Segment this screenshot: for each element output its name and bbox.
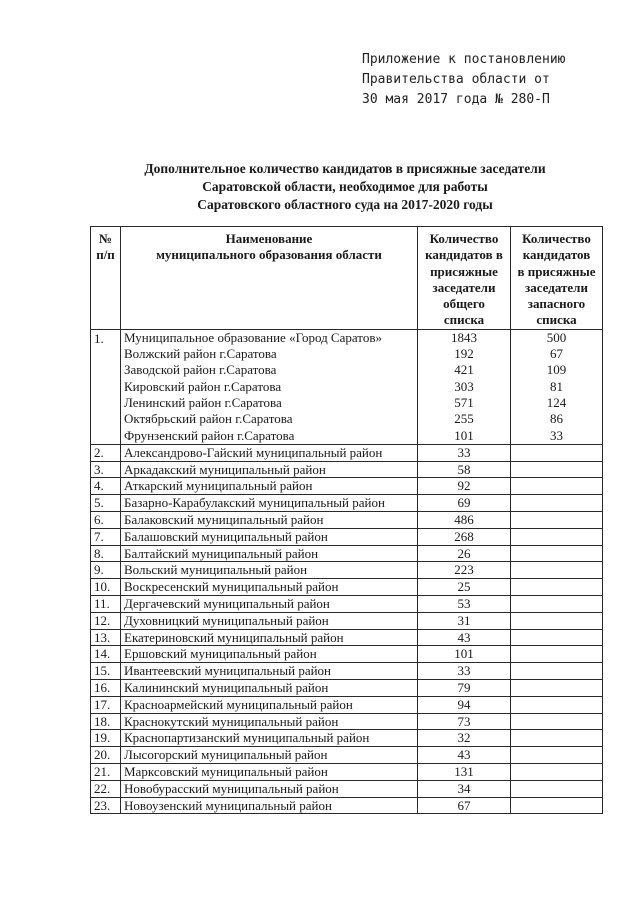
row-number: 23. <box>91 797 121 814</box>
row-name: Екатериновский муниципальный район <box>121 629 418 646</box>
table-row <box>91 696 603 713</box>
row-number: 10. <box>91 579 121 596</box>
table-row <box>91 730 603 747</box>
row-number: 4. <box>91 478 121 495</box>
table-row <box>91 461 603 478</box>
row-reserve-value: 124 <box>546 394 567 410</box>
row-general-cell <box>418 329 511 444</box>
row-reserve-value <box>511 680 603 697</box>
row-name-cell <box>121 329 418 444</box>
header-reserve-list: Количество кандидатов в присяжные заседатели запасного списка <box>511 227 603 330</box>
row-reserve-value <box>511 629 603 646</box>
row-name: Балаковский муниципальный район <box>121 512 418 529</box>
row-name: Фрунзенский район г.Саратова <box>124 427 295 443</box>
row-reserve-value <box>511 495 603 512</box>
row-name: Александрово-Гайский муниципальный район <box>121 444 418 461</box>
row-reserve-value: 33 <box>550 427 563 443</box>
row-general-value: 73 <box>418 713 511 730</box>
table-row <box>91 545 603 562</box>
row-name: Заводской район г.Саратова <box>124 362 277 378</box>
row-number: 14. <box>91 646 121 663</box>
row-general-value: 303 <box>454 378 474 394</box>
row-number: 5. <box>91 495 121 512</box>
row-name: Красноармейский муниципальный район <box>121 696 418 713</box>
table-row <box>91 764 603 781</box>
row-number: 16. <box>91 680 121 697</box>
row-general-value: 25 <box>418 579 511 596</box>
row-name: Октябрьский район г.Саратова <box>124 411 293 427</box>
row-general-value: 486 <box>418 512 511 529</box>
row-general-value: 43 <box>418 629 511 646</box>
appendix-note <box>362 50 566 110</box>
row-general-value: 571 <box>454 394 474 410</box>
row-reserve-value <box>511 646 603 663</box>
row-reserve-value <box>511 528 603 545</box>
header-general-list: Количество кандидатов в присяжные заседатели общего списка <box>418 227 511 330</box>
row-name: Ершовский муниципальный район <box>121 646 418 663</box>
row-general-value: 33 <box>418 444 511 461</box>
row-number: 7. <box>91 528 121 545</box>
row-number: 8. <box>91 545 121 562</box>
row-reserve-value <box>511 730 603 747</box>
row-general-value: 32 <box>418 730 511 747</box>
row-number: 18. <box>91 713 121 730</box>
row-name: Новоузенский муниципальный район <box>121 797 418 814</box>
row-general-value: 67 <box>418 797 511 814</box>
row-name: Вольский муниципальный район <box>121 562 418 579</box>
table-row <box>91 629 603 646</box>
table-row <box>91 596 603 613</box>
header-name: Наименование муниципального образования области <box>121 227 418 330</box>
appendix-date-line: 30 мая 2017 года № 280-П <box>362 92 550 107</box>
table-row <box>91 512 603 529</box>
row-reserve-value <box>511 764 603 781</box>
table-row <box>91 713 603 730</box>
row-number: 1. <box>91 329 121 444</box>
row-reserve-value <box>511 612 603 629</box>
table-row <box>91 329 603 444</box>
row-general-value: 1843 <box>451 329 477 345</box>
row-reserve-value: 109 <box>546 362 567 378</box>
row-reserve-value <box>511 512 603 529</box>
row-number: 3. <box>91 461 121 478</box>
row-general-value: 255 <box>454 411 474 427</box>
row-name: Кировский район г.Саратова <box>124 378 282 394</box>
row-reserve-value <box>511 713 603 730</box>
row-reserve-value <box>511 545 603 562</box>
row-reserve-value <box>511 747 603 764</box>
row-general-value: 79 <box>418 680 511 697</box>
table-row <box>91 579 603 596</box>
row-general-value: 131 <box>418 764 511 781</box>
title-line: Саратовского областного суда на 2017-2020 годы <box>197 197 493 212</box>
row-general-value: 223 <box>418 562 511 579</box>
row-reserve-value: 500 <box>546 329 567 345</box>
row-name: Аткарский муниципальный район <box>121 478 418 495</box>
row-name: Базарно-Карабулакский муниципальный район <box>121 495 418 512</box>
row-general-value: 192 <box>454 346 474 362</box>
row-name: Духовницкий муниципальный район <box>121 612 418 629</box>
row-general-value: 101 <box>418 646 511 663</box>
row-name: Лысогорский муниципальный район <box>121 747 418 764</box>
row-number: 11. <box>91 596 121 613</box>
row-general-value: 53 <box>418 596 511 613</box>
row-name: Ленинский район г.Саратова <box>124 394 282 410</box>
table-row <box>91 663 603 680</box>
row-name: Волжский район г.Саратова <box>124 346 277 362</box>
row-number: 13. <box>91 629 121 646</box>
table-row <box>91 646 603 663</box>
row-general-value: 58 <box>418 461 511 478</box>
row-reserve-value: 81 <box>550 378 563 394</box>
row-name: Ивантеевский муниципальный район <box>121 663 418 680</box>
row-number: 17. <box>91 696 121 713</box>
title-line: Дополнительное количество кандидатов в присяжные заседатели <box>144 161 546 176</box>
row-reserve-value <box>511 562 603 579</box>
row-number: 6. <box>91 512 121 529</box>
table-row <box>91 444 603 461</box>
row-reserve-value <box>511 444 603 461</box>
appendix-line: Приложение к постановлению <box>362 52 566 67</box>
row-name: Марксовский муниципальный район <box>121 764 418 781</box>
row-reserve-value <box>511 461 603 478</box>
row-name: Краснопартизанский муниципальный район <box>121 730 418 747</box>
row-number: 20. <box>91 747 121 764</box>
table-header-row <box>91 227 603 330</box>
row-number: 2. <box>91 444 121 461</box>
header-number: № п/п <box>91 227 121 330</box>
row-reserve-value: 67 <box>550 346 563 362</box>
table-row <box>91 562 603 579</box>
appendix-line: Правительства области от <box>362 72 550 87</box>
table-row <box>91 528 603 545</box>
row-reserve-value <box>511 797 603 814</box>
row-name: Аркадакский муниципальный район <box>121 461 418 478</box>
row-reserve-value <box>511 478 603 495</box>
table-row <box>91 495 603 512</box>
table-row <box>91 797 603 814</box>
row-name: Муниципальное образование «Город Саратов» <box>124 329 382 345</box>
row-reserve-value <box>511 696 603 713</box>
candidates-table <box>90 226 603 814</box>
row-general-value: 31 <box>418 612 511 629</box>
row-number: 12. <box>91 612 121 629</box>
row-general-value: 69 <box>418 495 511 512</box>
row-number: 15. <box>91 663 121 680</box>
table-row <box>91 612 603 629</box>
row-general-value: 94 <box>418 696 511 713</box>
row-name: Дергачевский муниципальный район <box>121 596 418 613</box>
row-general-value: 101 <box>454 427 474 443</box>
row-general-value: 421 <box>454 362 474 378</box>
row-reserve-value <box>511 596 603 613</box>
row-general-value: 33 <box>418 663 511 680</box>
row-number: 21. <box>91 764 121 781</box>
row-general-value: 268 <box>418 528 511 545</box>
row-reserve-value <box>511 663 603 680</box>
row-name: Краснокутский муниципальный район <box>121 713 418 730</box>
row-reserve-cell <box>511 329 603 444</box>
row-general-value: 92 <box>418 478 511 495</box>
row-name: Калининский муниципальный район <box>121 680 418 697</box>
table-row <box>91 747 603 764</box>
row-number: 19. <box>91 730 121 747</box>
document-title <box>90 160 600 214</box>
row-name: Балашовский муниципальный район <box>121 528 418 545</box>
row-reserve-value: 86 <box>550 411 563 427</box>
row-name: Воскресенский муниципальный район <box>121 579 418 596</box>
row-general-value: 34 <box>418 780 511 797</box>
row-general-value: 26 <box>418 545 511 562</box>
row-number: 9. <box>91 562 121 579</box>
row-number: 22. <box>91 780 121 797</box>
table-row <box>91 478 603 495</box>
table-row <box>91 780 603 797</box>
row-name: Балтайский муниципальный район <box>121 545 418 562</box>
table-row <box>91 680 603 697</box>
title-line: Саратовской области, необходимое для работы <box>202 179 488 194</box>
row-name: Новобурасский муниципальный район <box>121 780 418 797</box>
row-general-value: 43 <box>418 747 511 764</box>
row-reserve-value <box>511 780 603 797</box>
row-reserve-value <box>511 579 603 596</box>
